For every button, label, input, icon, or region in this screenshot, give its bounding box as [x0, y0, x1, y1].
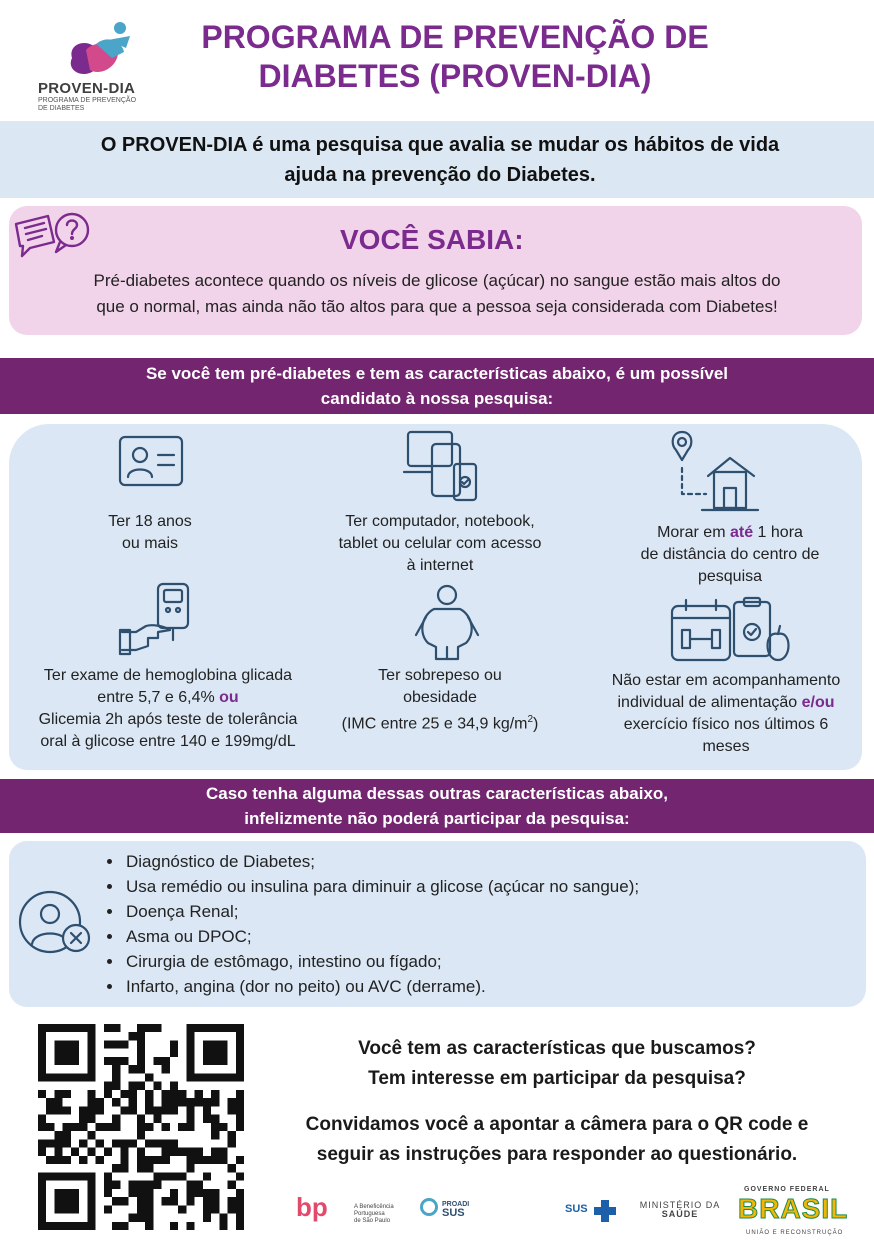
bp-logo-text: A Beneficência Portuguesa de São Paulo	[354, 1204, 394, 1224]
person-overweight-icon	[412, 583, 482, 661]
criterion-age: Ter 18 anos ou mais	[108, 513, 192, 552]
list-item: • Asma ou DPOC;	[124, 924, 639, 949]
did-you-know-text: Pré-diabetes acontece quando os níveis de glicose (açúcar) no sangue estão mais altos do que o normal, mas ainda não tão altos para que a pessoa seja considerada com Diabetes!	[93, 271, 781, 316]
list-item: • Infarto, angina (dor no peito) ou AVC (derrame).	[124, 974, 639, 999]
intro-text: O PROVEN-DIA é uma pesquisa que avalia se mudar os hábitos de vida ajuda na prevenção do Diabetes.	[100, 134, 780, 186]
devices-icon	[402, 428, 482, 502]
list-item: • Cirurgia de estômago, intestino ou fígado;	[124, 949, 639, 974]
location-home-icon	[668, 428, 760, 514]
did-you-know-title: VOCÊ SABIA:	[340, 224, 524, 255]
criterion-weight: Ter sobrepeso ou obesidade (IMC entre 25 e 34,9 $kg/m^2$)	[341, 667, 539, 733]
calendar-clipboard-apple-icon	[668, 594, 798, 666]
logo-name: PROVEN-DIA	[38, 80, 136, 97]
bp-logo: bp	[296, 1192, 328, 1222]
list-item: • Diagnóstico de Diabetes;	[124, 849, 639, 874]
sus-cross-icon	[592, 1198, 618, 1224]
list-item: • Doença Renal;	[124, 899, 639, 924]
criterion-exam: Ter exame de hemoglobina glicada entre 5,7 e 6,4% ou Glicemia 2h após teste de tolerância oral à glicose entre 140 e 199mg/dL	[38, 667, 298, 750]
proadi-sus-logo: PROADI SUS	[442, 1201, 470, 1219]
gov-federal-label: GOVERNO FEDERAL	[744, 1186, 830, 1193]
criteria-header: Se você tem pré-diabetes e tem as características abaixo, é um possível candidato à nossa pesquisa:	[0, 358, 874, 414]
exclusion-list	[100, 849, 639, 999]
page-title: PROGRAMA DE PREVENÇÃO DE DIABETES (PROVEN-DIA)	[201, 19, 709, 94]
list-item: • Usa remédio ou insulina para diminuir a glicose (açúcar no sangue);	[124, 874, 639, 899]
exclusion-header: Caso tenha alguma dessas outras características abaixo, infelizmente não poderá participar da pesquisa:	[0, 779, 874, 833]
logo-subtitle: PROGRAMA DE PREVENÇÃO DE DIABETES	[38, 97, 137, 112]
cta-questions: Você tem as características que buscamos? Tem interesse em participar da pesquisa?	[358, 1038, 756, 1089]
chat-question-icon	[8, 206, 94, 268]
qr-code[interactable]	[38, 1024, 244, 1230]
criterion-distance: Morar em até 1 hora de distância do centro de pesquisa	[640, 524, 820, 585]
proadi-icon	[420, 1198, 438, 1216]
cta-invite: Convidamos você a apontar a câmera para o QR code e seguir as instruções para responder ao questionário.	[305, 1114, 809, 1165]
user-remove-icon	[16, 888, 94, 958]
criterion-device: Ter computador, notebook, tablet ou celular com acesso à internet	[338, 513, 542, 574]
ministerio-saude-logo: MINISTÉRIO DA SAÚDE	[639, 1200, 721, 1219]
glucose-meter-icon	[118, 580, 194, 660]
sus-logo: SUS	[565, 1203, 588, 1215]
gov-slogan: UNIÃO E RECONSTRUÇÃO	[746, 1230, 844, 1236]
id-card-icon	[116, 433, 186, 489]
brasil-logo: BRASIL	[738, 1193, 849, 1224]
criterion-nutrition: Não estar em acompanhamento individual de alimentação e/ou exercício físico nos últimos 6 meses	[611, 672, 841, 755]
